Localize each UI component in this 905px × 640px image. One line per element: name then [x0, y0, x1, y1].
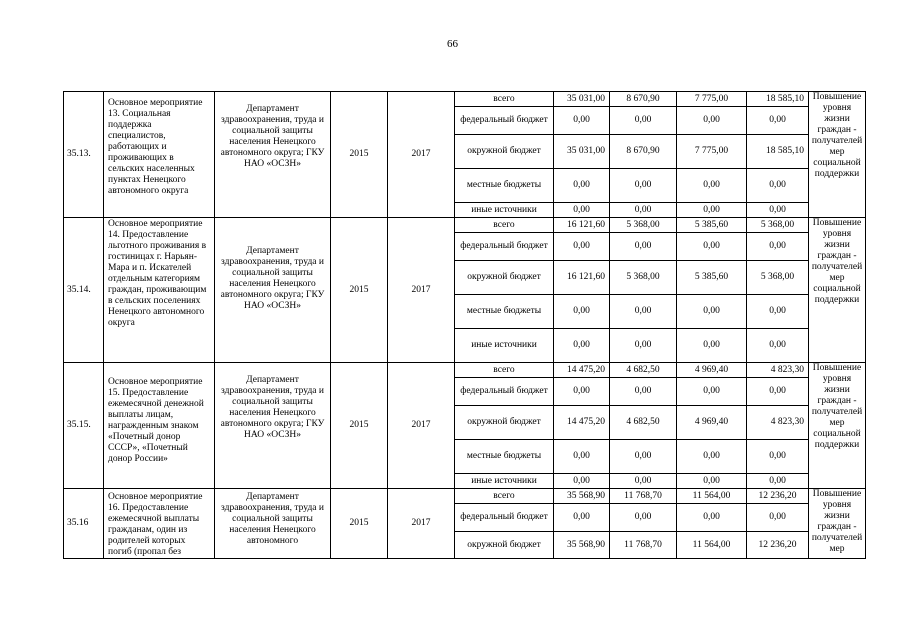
amount-year-1: 0,00: [610, 329, 677, 363]
amount-year-1: 0,00: [610, 295, 677, 329]
amount-year-1: 0,00: [610, 203, 677, 218]
amount-year-2: 0,00: [677, 107, 747, 135]
amount-year-1: 11 768,70: [610, 532, 677, 559]
table-row: [64, 92, 866, 107]
funding-source: иные источники: [455, 329, 554, 363]
amount-year-2: 4 969,40: [677, 406, 747, 440]
page-number: 66: [447, 38, 458, 50]
amount-total: 16 121,60: [554, 261, 610, 295]
amount-year-3: 0,00: [747, 107, 809, 135]
amount-year-1: 0,00: [610, 440, 677, 474]
amount-year-2: 0,00: [677, 169, 747, 203]
funding-source: местные бюджеты: [455, 440, 554, 474]
funding-source: иные источники: [455, 203, 554, 218]
amount-total: 0,00: [554, 329, 610, 363]
amount-year-3: 0,00: [747, 504, 809, 532]
program-activities-table: [63, 91, 866, 559]
funding-source: всего: [455, 363, 554, 378]
amount-year-3: 5 368,00: [747, 218, 809, 233]
row-number: 35.16: [64, 489, 104, 559]
amount-year-3: 0,00: [747, 295, 809, 329]
end-year: 2017: [388, 218, 455, 363]
amount-total: 14 475,20: [554, 363, 610, 378]
amount-year-3: 18 585,10: [747, 92, 809, 107]
amount-total: 0,00: [554, 440, 610, 474]
end-year: 2017: [388, 489, 455, 559]
amount-year-3: 0,00: [747, 169, 809, 203]
funding-source: местные бюджеты: [455, 295, 554, 329]
amount-year-2: 0,00: [677, 233, 747, 261]
amount-year-3: 4 823,30: [747, 363, 809, 378]
amount-year-2: 7 775,00: [677, 92, 747, 107]
amount-year-3: 0,00: [747, 233, 809, 261]
start-year: 2015: [331, 363, 388, 489]
amount-year-1: 11 768,70: [610, 489, 677, 504]
amount-total: 0,00: [554, 504, 610, 532]
amount-year-1: 4 682,50: [610, 406, 677, 440]
amount-year-2: 0,00: [677, 440, 747, 474]
activity-name: Основное мероприятие 15. Предоставление ежемесячной денежной выплаты лицам, награжденным знаком «Почетный донор СССР», «Почетный донор России»: [104, 363, 215, 489]
amount-year-1: 0,00: [610, 378, 677, 406]
amount-year-3: 0,00: [747, 329, 809, 363]
amount-year-3: 12 236,20: [747, 532, 809, 559]
amount-year-2: 11 564,00: [677, 532, 747, 559]
amount-total: 0,00: [554, 169, 610, 203]
table-row: [64, 363, 866, 378]
amount-year-2: 0,00: [677, 378, 747, 406]
amount-year-3: 12 236,20: [747, 489, 809, 504]
end-year: 2017: [388, 363, 455, 489]
funding-source: окружной бюджет: [455, 532, 554, 559]
responsible-department: Департамент здравоохранения, труда и социальной защиты населения Ненецкого автономного округа; ГКУ НАО «ОСЗН»: [215, 363, 331, 489]
expected-result: Повышение уровня жизни граждан - получателей мер: [809, 489, 866, 559]
funding-source: федеральный бюджет: [455, 504, 554, 532]
responsible-department: Департамент здравоохранения, труда и социальной защиты населения Ненецкого автономного: [215, 489, 331, 559]
amount-total: 35 568,90: [554, 489, 610, 504]
amount-total: 0,00: [554, 107, 610, 135]
amount-year-1: 8 670,90: [610, 135, 677, 169]
amount-year-1: 5 368,00: [610, 218, 677, 233]
amount-year-1: 5 368,00: [610, 261, 677, 295]
amount-total: 35 031,00: [554, 92, 610, 107]
activity-name: Основное мероприятие 16. Предоставление ежемесячной выплаты гражданам, один из родителей которых погиб (пропал без: [104, 489, 215, 559]
amount-total: 35 568,90: [554, 532, 610, 559]
expected-result: Повышение уровня жизни граждан - получателей мер социальной поддержки: [809, 363, 866, 489]
funding-source: всего: [455, 489, 554, 504]
amount-year-2: 0,00: [677, 504, 747, 532]
amount-year-1: 0,00: [610, 233, 677, 261]
amount-total: 0,00: [554, 474, 610, 489]
responsible-department: Департамент здравоохранения, труда и социальной защиты населения Ненецкого автономного округа; ГКУ НАО «ОСЗН»: [215, 92, 331, 218]
row-number: 35.15.: [64, 363, 104, 489]
amount-year-3: 0,00: [747, 203, 809, 218]
amount-year-3: 0,00: [747, 474, 809, 489]
amount-total: 35 031,00: [554, 135, 610, 169]
expected-result: Повышение уровня жизни граждан - получателей мер социальной поддержки: [809, 218, 866, 363]
funding-source: местные бюджеты: [455, 169, 554, 203]
table-row: [64, 489, 866, 504]
amount-year-2: 5 385,60: [677, 261, 747, 295]
expected-result: Повышение уровня жизни граждан - получателей мер социальной поддержки: [809, 92, 866, 218]
amount-total: 0,00: [554, 203, 610, 218]
funding-source: окружной бюджет: [455, 406, 554, 440]
amount-total: 16 121,60: [554, 218, 610, 233]
activity-name: Основное мероприятие 13. Социальная поддержка специалистов, работающих и проживающих в сельских населенных пунктах Ненецкого автономного округа: [104, 92, 215, 218]
amount-year-2: 0,00: [677, 203, 747, 218]
amount-year-3: 5 368,00: [747, 261, 809, 295]
funding-source: окружной бюджет: [455, 135, 554, 169]
funding-source: окружной бюджет: [455, 261, 554, 295]
amount-year-1: 0,00: [610, 474, 677, 489]
amount-total: 0,00: [554, 295, 610, 329]
amount-total: 14 475,20: [554, 406, 610, 440]
funding-source: федеральный бюджет: [455, 107, 554, 135]
amount-year-3: 0,00: [747, 440, 809, 474]
funding-source: всего: [455, 92, 554, 107]
amount-year-1: 4 682,50: [610, 363, 677, 378]
amount-year-3: 18 585,10: [747, 135, 809, 169]
amount-year-2: 11 564,00: [677, 489, 747, 504]
amount-year-3: 0,00: [747, 378, 809, 406]
amount-year-1: 0,00: [610, 107, 677, 135]
row-number: 35.13.: [64, 92, 104, 218]
amount-year-3: 4 823,30: [747, 406, 809, 440]
row-number: 35.14.: [64, 218, 104, 363]
amount-year-1: 0,00: [610, 169, 677, 203]
start-year: 2015: [331, 92, 388, 218]
start-year: 2015: [331, 489, 388, 559]
amount-year-2: 4 969,40: [677, 363, 747, 378]
amount-year-2: 0,00: [677, 295, 747, 329]
activity-name: Основное мероприятие 14. Предоставление льготного проживания в гостиницах г. Нарьян-Мара и п. Искателей отдельным категориям граждан, проживающим в сельских поселениях Ненецкого автономного округа: [104, 218, 215, 363]
funding-source: иные источники: [455, 474, 554, 489]
amount-year-2: 0,00: [677, 329, 747, 363]
funding-source: федеральный бюджет: [455, 233, 554, 261]
table-row: [64, 218, 866, 233]
funding-source: федеральный бюджет: [455, 378, 554, 406]
responsible-department: Департамент здравоохранения, труда и социальной защиты населения Ненецкого автономного округа; ГКУ НАО «ОСЗН»: [215, 218, 331, 363]
amount-year-1: 8 670,90: [610, 92, 677, 107]
amount-year-2: 7 775,00: [677, 135, 747, 169]
amount-total: 0,00: [554, 233, 610, 261]
amount-year-1: 0,00: [610, 504, 677, 532]
amount-year-2: 5 385,60: [677, 218, 747, 233]
amount-total: 0,00: [554, 378, 610, 406]
end-year: 2017: [388, 92, 455, 218]
start-year: 2015: [331, 218, 388, 363]
amount-year-2: 0,00: [677, 474, 747, 489]
funding-source: всего: [455, 218, 554, 233]
